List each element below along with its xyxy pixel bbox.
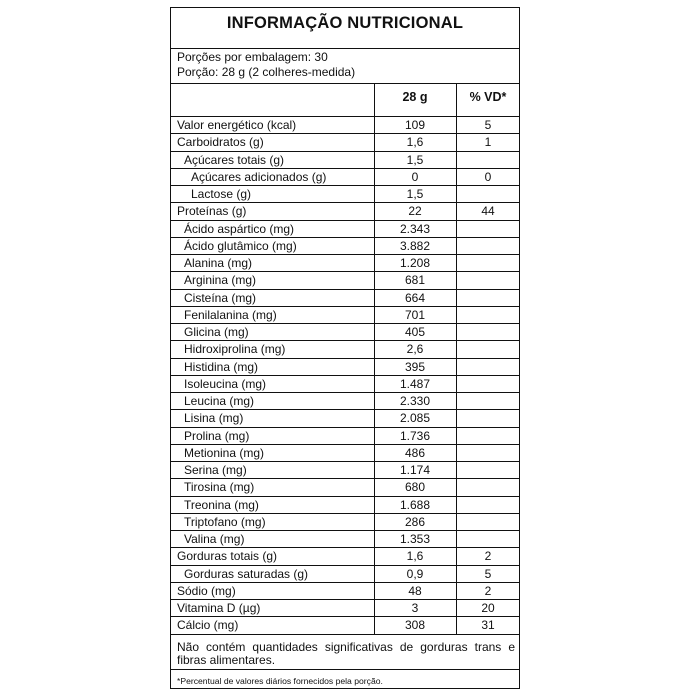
nutrient-quantity: 1,6: [406, 135, 424, 150]
title-divider: [171, 48, 519, 49]
nutrient-name: Lisina (mg): [184, 411, 244, 426]
table-row: [171, 427, 519, 444]
nutrient-daily-value: 31: [481, 618, 495, 633]
serving-size: Porção: 28 g (2 colheres-medida): [177, 65, 356, 79]
nutrient-quantity: 1.208: [399, 256, 431, 270]
nutrient-daily-value: 2: [484, 583, 492, 598]
servings-per-package: Porções por embalagem: 30: [177, 50, 328, 64]
table-row: [171, 323, 519, 340]
dv-footnote: *Percentual de valores diários fornecidos pela porção.: [177, 676, 383, 686]
nutrient-name: Serina (mg): [184, 463, 247, 477]
nutrient-quantity: 3.882: [399, 238, 431, 253]
table-row: [171, 461, 519, 478]
nutrient-quantity: 1.174: [399, 463, 431, 477]
nutrient-daily-value: 0: [484, 169, 492, 184]
nutrient-quantity: 701: [404, 307, 426, 322]
table-row: [171, 202, 519, 219]
nutrient-quantity: 395: [404, 359, 426, 374]
table-row: [171, 220, 519, 237]
nutrient-name: Gorduras totais (g): [177, 549, 278, 564]
table-row: [171, 237, 519, 254]
table-bottom-divider: [171, 634, 519, 635]
nutrient-quantity: 681: [404, 273, 426, 288]
nutrient-quantity: 308: [404, 618, 426, 633]
table-row: [171, 409, 519, 426]
table-row: [171, 168, 519, 185]
nutrient-quantity: 109: [404, 118, 426, 132]
table-row: [171, 616, 519, 633]
nutrient-quantity: 1,5: [406, 187, 424, 201]
nutrient-quantity: 22: [408, 204, 422, 219]
table-header-row: [171, 83, 519, 110]
nutrient-name: Leucina (mg): [184, 394, 255, 408]
nutrient-name: Ácido glutâmico (mg): [184, 238, 297, 253]
table-row: [171, 513, 519, 530]
nutrient-daily-value: 1: [484, 135, 492, 150]
nutrient-quantity: 3: [411, 601, 419, 615]
table-row: [171, 582, 519, 599]
nutrient-quantity: 680: [404, 480, 426, 495]
nutrient-name: Gorduras saturadas (g): [184, 566, 309, 581]
column-header-dv: % VD*: [469, 90, 507, 104]
label-title: INFORMAÇÃO NUTRICIONAL: [226, 14, 464, 32]
table-row: [171, 547, 519, 564]
nutrient-name: Fenilalanina (mg): [184, 307, 277, 322]
table-row: [171, 375, 519, 392]
nutrient-quantity: 1.688: [399, 497, 431, 512]
nutrient-name: Cálcio (mg): [177, 618, 239, 633]
nutrient-name: Cisteína (mg): [184, 290, 257, 305]
nutrient-name: Isoleucina (mg): [184, 376, 267, 391]
nutrient-quantity: 486: [404, 445, 426, 460]
nutrient-quantity: 1.736: [399, 428, 431, 443]
nutrient-name: Lactose (g): [191, 187, 252, 201]
table-row: [171, 151, 519, 168]
nutrient-quantity: 1.353: [399, 532, 431, 546]
nutrient-name: Hidroxiprolina (mg): [184, 342, 286, 357]
nutrient-daily-value: 5: [484, 118, 492, 132]
nutrient-quantity: 1,6: [406, 549, 424, 564]
nutrient-name: Alanina (mg): [184, 256, 253, 270]
table-row: [171, 496, 519, 513]
nutrient-name: Triptofano (mg): [184, 514, 266, 529]
nutrient-quantity: 2.343: [399, 221, 431, 236]
table-row: [171, 185, 519, 202]
nutrient-quantity: 664: [404, 290, 426, 305]
nutrient-name: Proteínas (g): [177, 204, 247, 219]
nutrition-facts-label: [170, 7, 520, 689]
table-row: [171, 133, 519, 150]
table-row: [171, 444, 519, 461]
table-row: [171, 271, 519, 288]
nutrient-quantity: 0,9: [406, 566, 424, 581]
nutrient-name: Treonina (mg): [184, 497, 259, 512]
nutrient-name: Tirosina (mg): [184, 480, 255, 495]
nutrient-name: Glicina (mg): [184, 325, 249, 339]
nutrient-name: Carboidratos (g): [177, 135, 264, 150]
nutrient-daily-value: 20: [481, 601, 495, 615]
table-row: [171, 306, 519, 323]
nutrient-daily-value: 5: [484, 566, 492, 581]
nutrition-note: Não contém quantidades significativas de gorduras trans e fibras alimentares.: [177, 640, 515, 667]
nutrient-name: Metionina (mg): [184, 445, 265, 460]
nutrient-quantity: 405: [404, 325, 426, 339]
table-row: [171, 478, 519, 495]
table-row: [171, 358, 519, 375]
nutrient-quantity: 2.085: [399, 411, 431, 426]
nutrient-name: Açúcares adicionados (g): [191, 169, 327, 184]
table-row: [171, 254, 519, 271]
nutrient-quantity: 286: [404, 514, 426, 529]
nutrient-name: Açúcares totais (g): [184, 152, 285, 167]
nutrient-name: Valina (mg): [184, 532, 245, 546]
nutrient-name: Sódio (mg): [177, 583, 236, 598]
table-row: [171, 530, 519, 547]
nutrient-daily-value: 44: [481, 204, 495, 219]
table-row: [171, 289, 519, 306]
nutrient-quantity: 2.330: [399, 394, 431, 408]
nutrient-name: Vitamina D (µg): [177, 601, 261, 615]
nutrient-quantity: 0: [411, 169, 419, 184]
table-row: [171, 340, 519, 357]
nutrient-name: Prolina (mg): [184, 428, 250, 443]
nutrient-name: Ácido aspártico (mg): [184, 221, 295, 236]
nutrition-table: [171, 83, 519, 634]
table-row: [171, 116, 519, 133]
nutrient-quantity: 1.487: [399, 376, 431, 391]
table-row: [171, 392, 519, 409]
nutrient-name: Arginina (mg): [184, 273, 257, 288]
nutrient-quantity: 2,6: [406, 342, 424, 357]
footnote-divider: [171, 669, 519, 670]
nutrient-quantity: 48: [408, 583, 422, 598]
nutrient-name: Histidina (mg): [184, 359, 259, 374]
table-row: [171, 599, 519, 616]
column-header-quantity: 28 g: [402, 90, 428, 104]
nutrient-name: Valor energético (kcal): [177, 118, 297, 132]
table-row: [171, 565, 519, 582]
nutrient-daily-value: 2: [484, 549, 492, 564]
nutrient-quantity: 1,5: [406, 152, 424, 167]
